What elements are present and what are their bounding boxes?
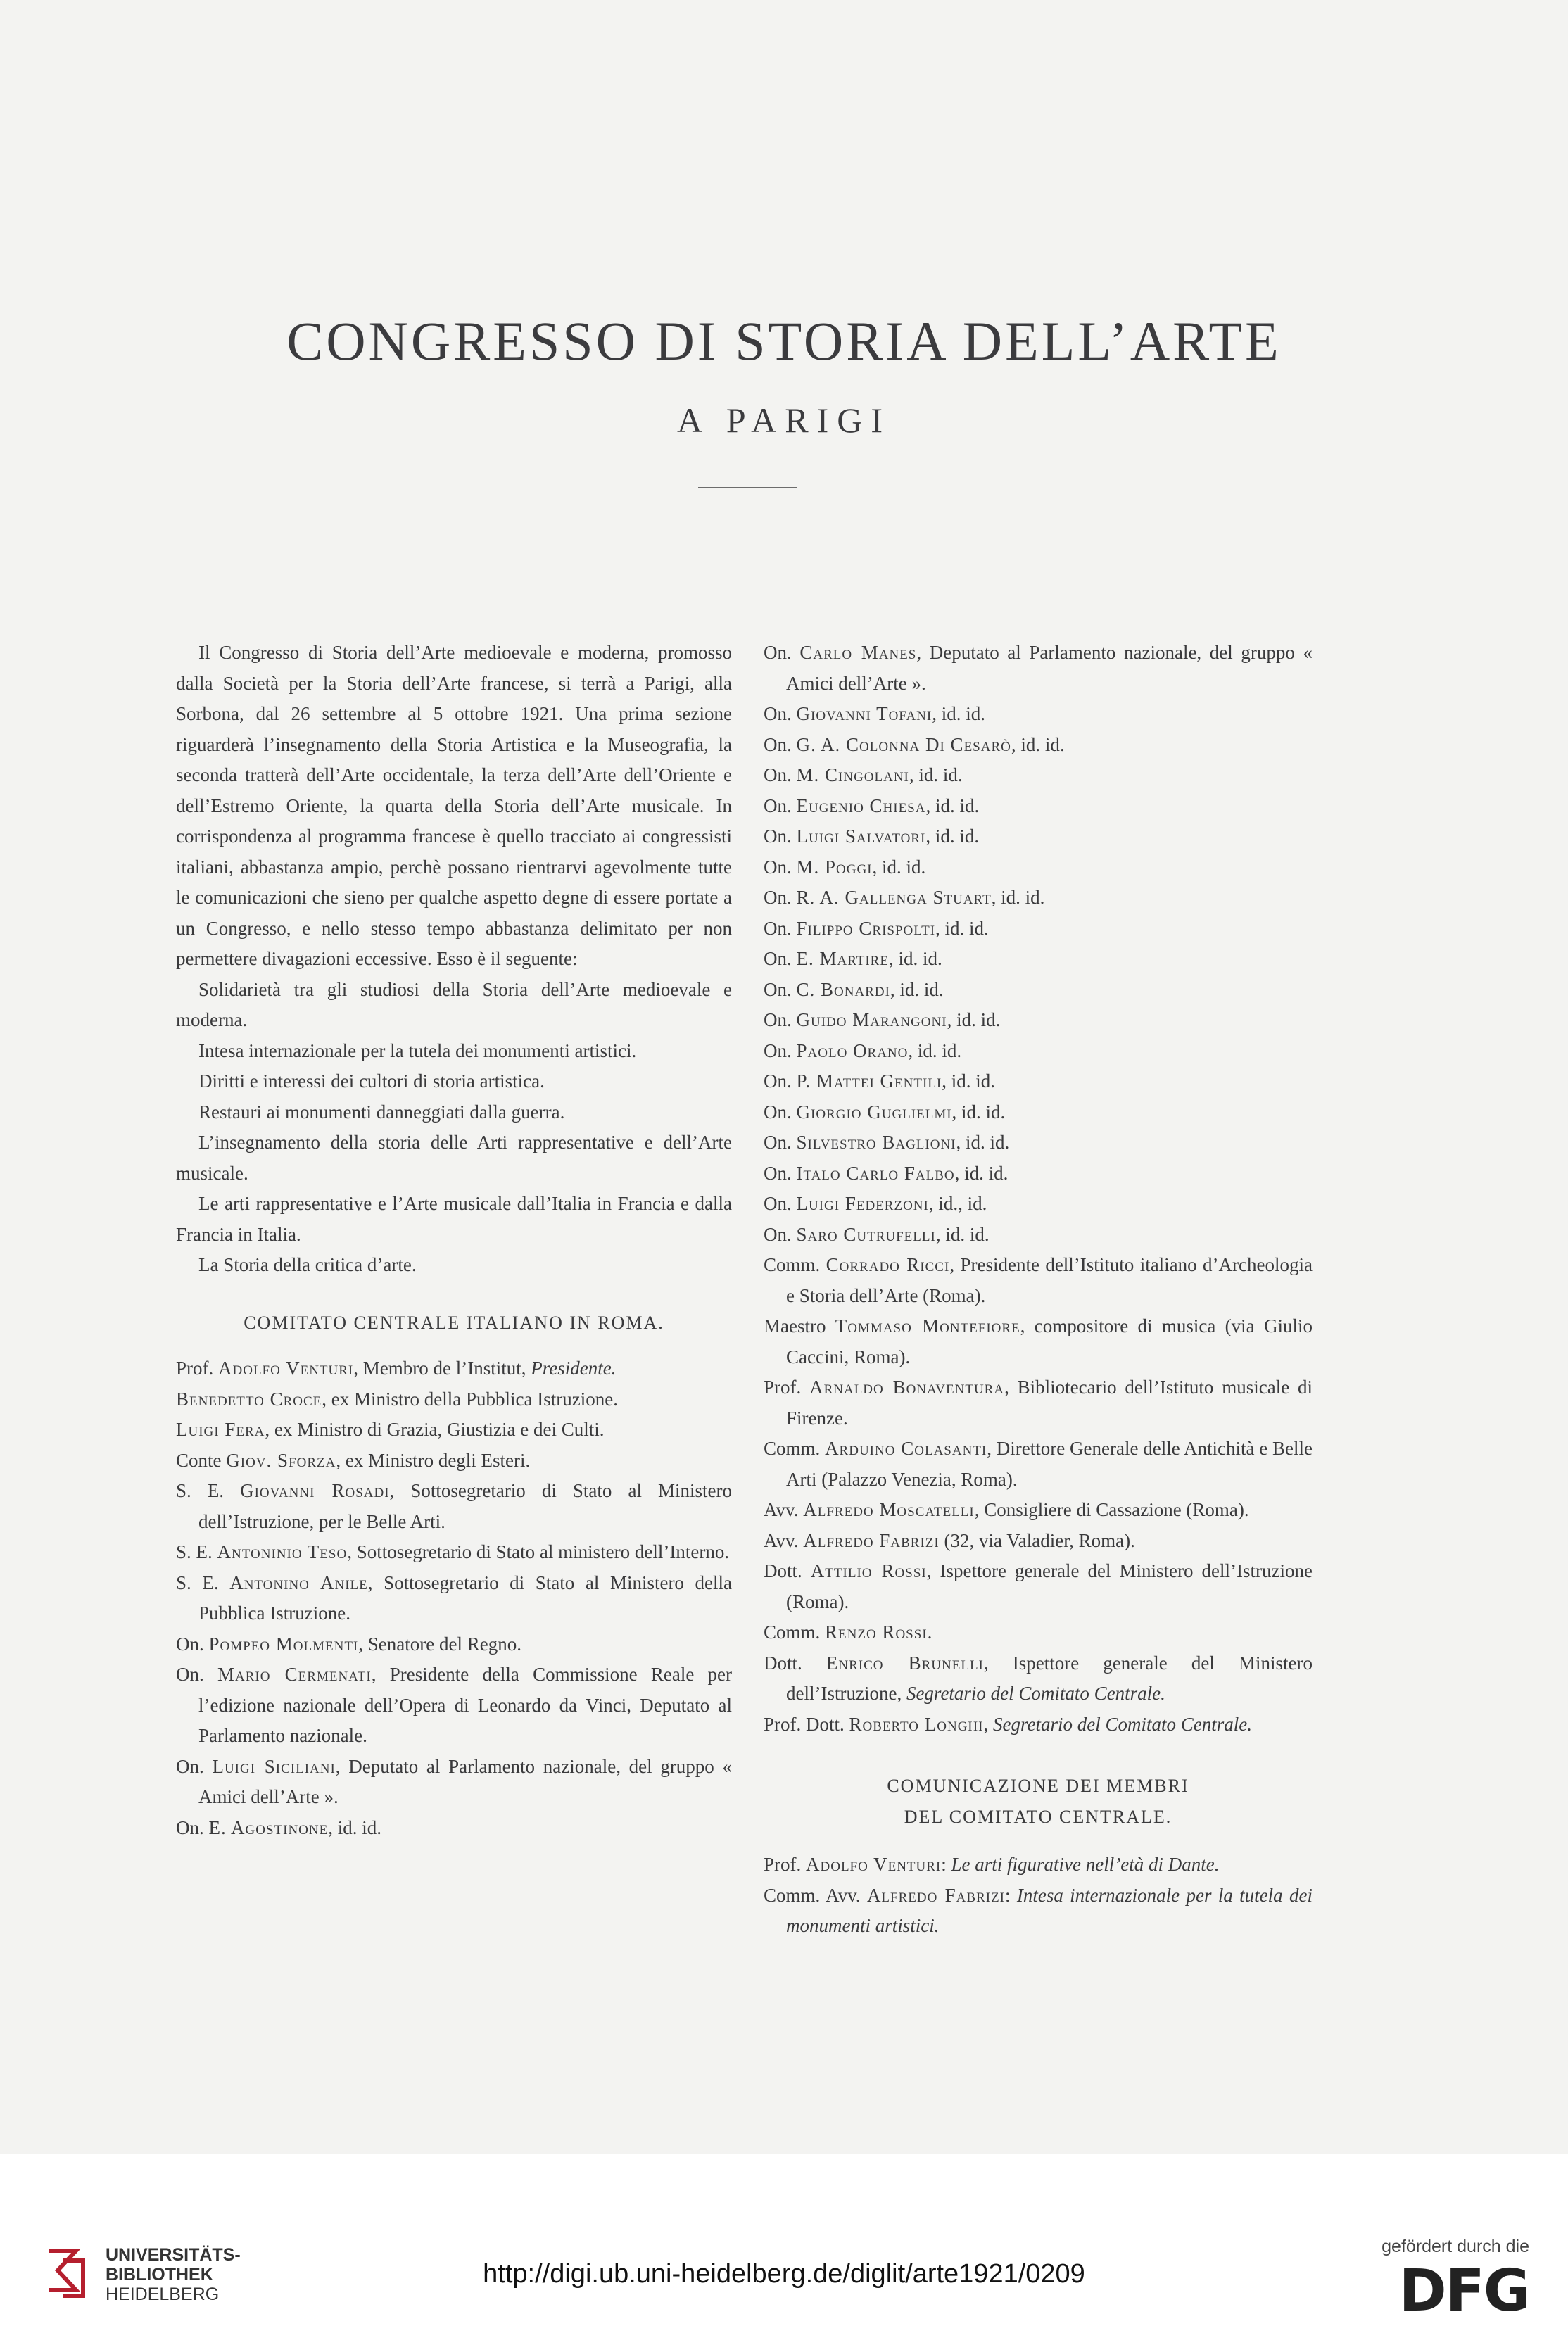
committee-member <box>176 1629 732 1660</box>
entry-name: Arduino Colasanti <box>825 1438 987 1459</box>
entry-title: On. <box>764 733 797 755</box>
committee-member <box>764 1158 1313 1189</box>
committee-member <box>176 1752 732 1813</box>
entry-role: , id. id. <box>872 856 926 878</box>
entry-name: Enrico Brunelli <box>826 1652 984 1674</box>
communications-heading-line2: DEL COMITATO CENTRALE. <box>904 1807 1172 1827</box>
entry-role: : <box>1005 1884 1017 1906</box>
entry-name: Mario Cermenati <box>217 1664 372 1685</box>
entry-role: , id. id. <box>888 948 942 969</box>
entry-name: G. A. Colonna Di Cesarò <box>796 733 1011 755</box>
entry-name: Luigi Siciliani <box>212 1755 336 1777</box>
communication-item <box>764 1881 1313 1942</box>
entry-name: Arnaldo Bonaventura <box>809 1377 1005 1398</box>
entry-role: , Sottosegretario di Stato al ministero dell’Interno. <box>347 1541 730 1562</box>
entry-title: On. <box>764 856 797 878</box>
committee-member <box>176 1660 732 1752</box>
entry-role: , id. id. <box>947 1009 1001 1030</box>
entry-name: M. Cingolani <box>796 764 909 785</box>
entry-title: On. <box>764 642 800 663</box>
committee-member <box>764 852 1313 883</box>
entry-title: On. <box>764 887 797 908</box>
committee-member <box>176 1353 732 1384</box>
entry-role: , Bibliotecario dell’Istituto musicale di Firenze. <box>786 1377 1313 1429</box>
entry-role: , Presidente della Commissione Reale per l’edizione nazionale dell’Opera di Leonardo da Vinci, Deputato al Parlamento nazionale. <box>198 1664 733 1746</box>
committee-member <box>764 1648 1313 1709</box>
communications-list <box>764 1850 1313 1942</box>
entry-name: Eugenio Chiesa <box>796 795 926 816</box>
entry-role: : <box>941 1854 951 1875</box>
entry-title: On. <box>176 1816 209 1838</box>
library-name-line1: UNIVERSITÄTS- <box>106 2245 241 2265</box>
entry-name: Giov. Sforza <box>226 1449 336 1471</box>
committee-list-right <box>764 638 1313 1740</box>
topic-item: Intesa internazionale per la tutela dei monumenti artistici. <box>198 1039 637 1061</box>
entry-italic-role: Segretario del Comitato Centrale. <box>992 1713 1252 1735</box>
committee-member <box>764 1127 1313 1158</box>
committee-heading: COMITATO CENTRALE ITALIANO IN ROMA. <box>244 1312 664 1333</box>
topic-item: Restauri ai monumenti danneggiati dalla guerra. <box>198 1101 565 1123</box>
committee-member <box>764 791 1313 822</box>
entry-name: Guido Marangoni <box>796 1009 947 1030</box>
committee-member <box>764 1189 1313 1220</box>
entry-role: , Consigliere di Cassazione (Roma). <box>974 1499 1249 1520</box>
entry-name: Attilio Rossi <box>810 1560 927 1581</box>
entry-name: Adolfo Venturi <box>806 1854 942 1875</box>
dfg-logo: DFG <box>1398 2258 1529 2325</box>
entry-italic-role: Presidente. <box>531 1358 617 1379</box>
right-column <box>764 638 1313 1942</box>
entry-role: , ex Ministro della Pubblica Istruzione. <box>322 1388 618 1410</box>
committee-member <box>176 1476 732 1537</box>
committee-member <box>764 1495 1313 1526</box>
entry-name: E. Martire <box>796 948 889 969</box>
entry-title: On. <box>764 917 797 939</box>
entry-role: , id. id. <box>925 795 980 816</box>
entry-name: Giovanni Tofani <box>796 703 932 724</box>
entry-title: On. <box>764 1132 797 1153</box>
entry-role: , Senatore del Regno. <box>358 1633 521 1655</box>
entry-role: , id. id. <box>1011 733 1065 755</box>
entry-role: , id., id. <box>928 1193 987 1214</box>
entry-name: Giovanni Rosadi <box>240 1480 390 1501</box>
committee-member <box>764 975 1313 1006</box>
entry-name: Luigi Salvatori <box>796 826 926 847</box>
entry-name: Roberto Longhi <box>849 1713 984 1735</box>
entry-name: M. Poggi <box>796 856 873 878</box>
committee-member <box>176 1415 732 1446</box>
committee-member <box>176 1384 732 1415</box>
entry-name: Corrado Ricci <box>826 1254 950 1275</box>
committee-member <box>764 1526 1313 1557</box>
entry-role: , id. id. <box>328 1816 381 1838</box>
entry-title: On. <box>764 795 797 816</box>
permalink-url[interactable]: http://digi.ub.uni-heidelberg.de/diglit/arte1921/0209 <box>483 2259 1085 2289</box>
sponsor-label: gefördert durch die <box>1382 2237 1529 2256</box>
communication-item <box>764 1850 1313 1881</box>
entry-title: Dott. <box>764 1560 811 1581</box>
topics-list <box>176 975 732 1281</box>
entry-role: , Direttore Generale delle Antichità e Belle Arti (Palazzo Venezia, Roma). <box>786 1438 1313 1490</box>
entry-title: S. E. <box>176 1541 217 1562</box>
entry-title: On. <box>764 764 797 785</box>
entry-role: , id. id. <box>908 1039 962 1061</box>
committee-member <box>764 944 1313 975</box>
entry-title: On. <box>764 1070 797 1092</box>
entry-role: , id. id. <box>935 1223 990 1245</box>
entry-role: , Ispettore generale del Ministero dell’Istruzione, <box>786 1652 1313 1704</box>
entry-title: Comm. <box>764 1438 826 1459</box>
entry-name: Renzo Rossi <box>825 1622 928 1643</box>
entry-role: , Presidente dell’Istituto italiano d’Archeologia e Storia dell’Arte (Roma). <box>786 1254 1313 1306</box>
committee-member <box>176 1537 732 1568</box>
entry-name: C. Bonardi <box>796 978 890 1000</box>
entry-role: , id. id. <box>890 978 944 1000</box>
title-divider <box>698 487 797 488</box>
entry-name: Benedetto Croce <box>176 1388 322 1410</box>
entry-name: Luigi Federzoni <box>796 1193 929 1214</box>
entry-role: , Sottosegretario di Stato al Ministero dell’Istruzione, per le Belle Arti. <box>198 1480 732 1532</box>
committee-member <box>764 1556 1313 1617</box>
entry-title: Maestro <box>764 1315 835 1336</box>
entry-name: Antonino Anile <box>229 1572 368 1593</box>
entry-title: Prof. Dott. <box>764 1713 849 1735</box>
entry-italic-role: Le arti figurative nell’età di Dante. <box>951 1854 1220 1875</box>
entry-role: , Deputato al Parlamento nazionale, del gruppo « Amici dell’Arte ». <box>198 1755 733 1807</box>
communications-heading-line1: COMUNICAZIONE DEI MEMBRI <box>887 1776 1189 1796</box>
page-subtitle: A PARIGI <box>677 400 891 440</box>
entry-title: On. <box>764 703 797 724</box>
entry-name: Adolfo Venturi <box>218 1358 354 1379</box>
entry-role: , Sottosegretario di Stato al Ministero della Pubblica Istruzione. <box>198 1572 732 1624</box>
committee-member <box>764 1434 1313 1495</box>
entry-name: Silvestro Baglioni <box>796 1132 956 1153</box>
communications-heading <box>764 1771 1313 1833</box>
entry-title: S. E. <box>176 1480 241 1501</box>
entry-title: On. <box>176 1755 213 1777</box>
entry-title: On. <box>176 1633 209 1655</box>
entry-name: Italo Carlo Falbo <box>796 1162 955 1184</box>
entry-name: Pompeo Molmenti <box>208 1633 359 1655</box>
topic-item: La Storia della critica d’arte. <box>198 1254 417 1275</box>
entry-title: On. <box>764 1101 797 1123</box>
committee-member <box>764 1372 1313 1434</box>
committee-member <box>764 1311 1313 1372</box>
viewer-footer <box>0 2154 1568 2345</box>
entry-title: Comm. <box>764 1622 826 1643</box>
committee-list-left <box>176 1353 732 1843</box>
entry-role: , ex Ministro di Grazia, Giustizia e dei Culti. <box>265 1419 605 1440</box>
entry-italic-role: Intesa internazionale per la tutela dei monumenti artistici. <box>786 1884 1313 1936</box>
entry-title: On. <box>764 1223 797 1245</box>
entry-name: Giorgio Guglielmi <box>796 1101 952 1123</box>
entry-role: , id. id. <box>909 764 963 785</box>
committee-member <box>764 883 1313 914</box>
entry-title: S. E. <box>176 1572 230 1593</box>
entry-role: , Membro de l’Institut, <box>353 1358 531 1379</box>
entry-name: Tommaso Montefiore <box>835 1315 1020 1336</box>
entry-name: Antoninio Teso <box>217 1541 348 1562</box>
committee-member <box>764 699 1313 730</box>
entry-role: , id. id. <box>951 1101 1006 1123</box>
committee-member <box>764 1036 1313 1067</box>
entry-role: (32, via Valadier, Roma). <box>939 1529 1135 1551</box>
entry-title: Comm. Avv. <box>764 1884 867 1906</box>
committee-member <box>764 1250 1313 1311</box>
entry-name: Alfredo Fabrizi <box>866 1884 1006 1906</box>
entry-title: On. <box>764 948 797 969</box>
entry-role: , id. id. <box>935 917 989 939</box>
committee-member <box>764 760 1313 791</box>
entry-title: Avv. <box>764 1499 804 1520</box>
committee-member <box>176 1568 732 1629</box>
entry-role: , id. id. <box>942 1070 995 1092</box>
left-column <box>176 638 732 1843</box>
entry-title: On. <box>764 1193 797 1214</box>
committee-member <box>764 1617 1313 1648</box>
entry-role: , Ispettore generale del Ministero dell’Istruzione (Roma). <box>786 1560 1313 1612</box>
entry-role: , Deputato al Parlamento nazionale, del gruppo « Amici dell’Arte ». <box>786 642 1313 694</box>
entry-name: R. A. Gallenga Stuart <box>796 887 992 908</box>
topic-item: Solidarietà tra gli studiosi della Storia dell’Arte medioevale e moderna. <box>176 978 732 1030</box>
committee-member <box>764 821 1313 852</box>
entry-name: Carlo Manes <box>799 642 917 663</box>
entry-title: On. <box>764 1039 797 1061</box>
committee-member <box>176 1446 732 1477</box>
entry-name: Paolo Orano <box>796 1039 909 1061</box>
entry-role: , compositore di musica (via Giulio Caccini, Roma). <box>786 1315 1313 1367</box>
library-name-line3: HEIDELBERG <box>106 2284 220 2304</box>
committee-member <box>764 914 1313 944</box>
entry-title: Conte <box>176 1449 227 1471</box>
entry-role: , ex Ministro degli Esteri. <box>336 1449 531 1471</box>
topic-item: L’insegnamento della storia delle Arti rappresentative e dell’Arte musicale. <box>176 1132 732 1184</box>
entry-role: , id. id. <box>925 826 980 847</box>
entry-title: Prof. <box>176 1358 218 1379</box>
entry-title: On. <box>764 1009 797 1030</box>
library-name-line2: BIBLIOTHEK <box>106 2265 213 2284</box>
entry-name: Luigi Fera <box>176 1419 265 1440</box>
entry-title: On. <box>764 826 797 847</box>
topic-item: Le arti rappresentative e l’Arte musicale dall’Italia in Francia e dalla Francia in Italia. <box>176 1193 732 1245</box>
entry-name: Saro Cutrufelli <box>796 1223 936 1245</box>
topic-item: Diritti e interessi dei cultori di storia artistica. <box>198 1070 545 1092</box>
committee-member <box>764 1066 1313 1097</box>
committee-member <box>764 730 1313 761</box>
entry-title: On. <box>764 1162 797 1184</box>
entry-role: , id. id. <box>954 1162 1009 1184</box>
entry-name: Alfredo Moscatelli <box>803 1499 975 1520</box>
entry-role: . <box>927 1622 932 1643</box>
entry-title: On. <box>764 978 797 1000</box>
entry-title: Avv. <box>764 1529 804 1551</box>
page-title: CONGRESSO DI STORIA DELL’ARTE <box>286 310 1282 372</box>
committee-member <box>764 1005 1313 1036</box>
entry-title: Prof. <box>764 1377 810 1398</box>
committee-member <box>764 1097 1313 1128</box>
entry-name: P. Mattei Gentili <box>796 1070 942 1092</box>
entry-role: , id. id. <box>956 1132 1010 1153</box>
entry-italic-role: Segretario del Comitato Centrale. <box>906 1683 1165 1704</box>
entry-role: , <box>983 1713 993 1735</box>
entry-name: Filippo Crispolti <box>796 917 936 939</box>
entry-title: Dott. <box>764 1652 826 1674</box>
committee-member <box>176 1813 732 1844</box>
committee-member <box>764 638 1313 699</box>
entry-title: On. <box>176 1664 217 1685</box>
entry-role: , id. id. <box>932 703 985 724</box>
intro-paragraph: Il Congresso di Storia dell’Arte medioevale e moderna, promosso dalla Società per la Storia dell’Arte francese, si terrà a Parigi, alla Sorbona, dal 26 settembre al 5 ottobre 1921. Una prima sezione riguarderà l’insegnamento della Storia Artistica e la Museografia, la seconda tratterà dell’Arte occidentale, la terza dell’Arte dell’Oriente e dell’Estremo Oriente, la quarta della Storia dell’Arte musicale. In corrispondenza al programma francese è quello tracciato ai congressisti italiani, abbastanza ampio, perchè possano rientrarvi agevolmente tutte le comunicazioni che sieno per qualche aspetto degne di essere portate a un Congresso, e nello stesso tempo abbastanza delimitato per non permettere divagazioni eccessive. Esso è il seguente: <box>176 642 732 969</box>
committee-member <box>764 1220 1313 1251</box>
entry-role: , id. id. <box>991 887 1045 908</box>
entry-name: E. Agostinone <box>208 1816 329 1838</box>
entry-title: Prof. <box>764 1854 806 1875</box>
entry-name: Alfredo Fabrizi <box>803 1529 940 1551</box>
committee-member <box>764 1709 1313 1740</box>
entry-title: Comm. <box>764 1254 826 1275</box>
